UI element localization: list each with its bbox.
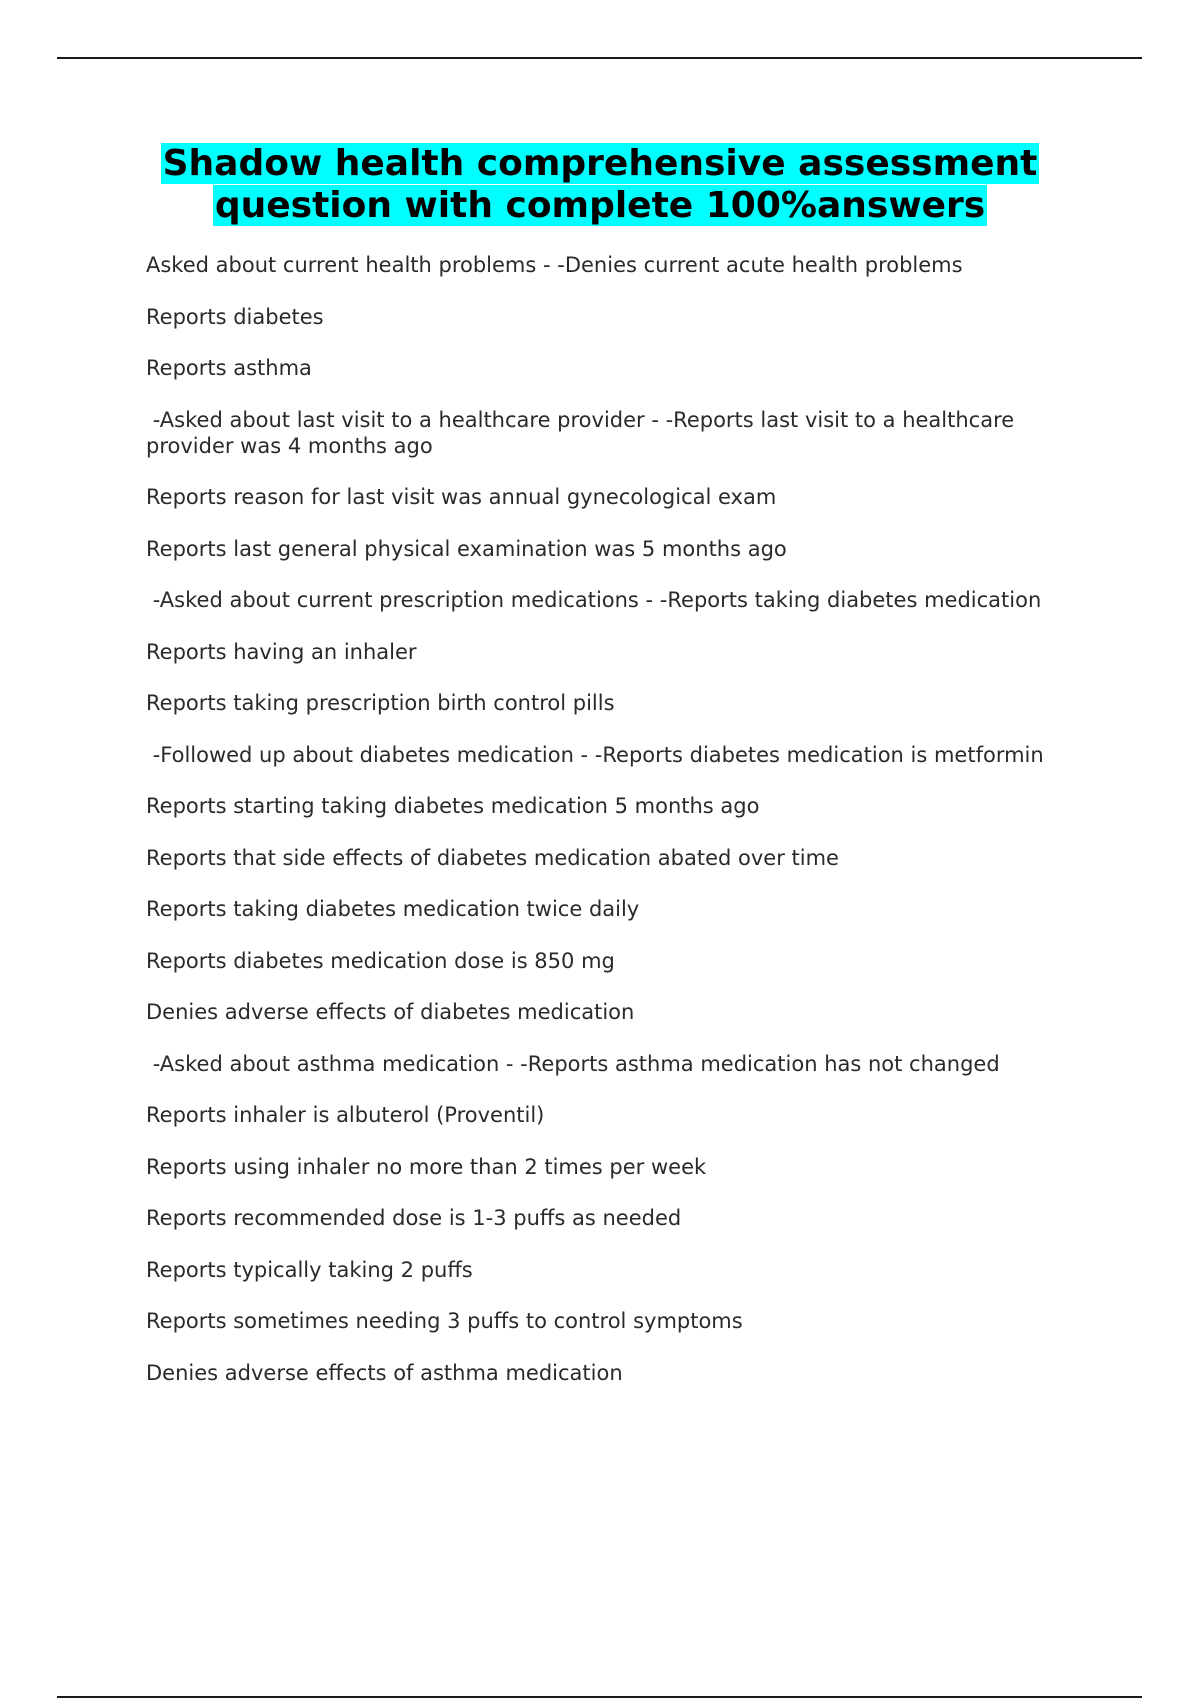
- paragraph: Reports taking diabetes medication twice daily: [146, 897, 640, 921]
- paragraph: Reports starting taking diabetes medication 5 months ago: [146, 794, 760, 818]
- footer-rule: [57, 1696, 1142, 1698]
- header-rule: [57, 57, 1142, 59]
- paragraph: Reports that side effects of diabetes medication abated over time: [146, 845, 839, 870]
- document-body: [146, 252, 1086, 1411]
- paragraph: Reports reason for last visit was annual gynecological exam: [146, 485, 777, 509]
- paragraph: Reports diabetes: [146, 304, 324, 329]
- paragraph: Reports having an inhaler: [146, 639, 417, 664]
- paragraph: Reports last general physical examination was 5 months ago: [146, 536, 787, 561]
- paragraph: -Asked about current prescription medications - -Reports taking diabetes medication: [146, 588, 1042, 612]
- paragraph: Reports using inhaler no more than 2 times per week: [146, 1154, 707, 1179]
- paragraph: -Followed up about diabetes medication - -Reports diabetes medication is metformin: [146, 742, 1044, 767]
- paragraph: Reports taking prescription birth control pills: [146, 691, 615, 715]
- title-line-1: Shadow health comprehensive assessment: [162, 143, 1038, 184]
- paragraph: Denies adverse effects of asthma medication: [146, 1360, 623, 1385]
- paragraph: Reports diabetes medication dose is 850 mg: [146, 948, 615, 973]
- title-text: [161, 143, 1040, 226]
- paragraph: Reports inhaler is albuterol (Proventil): [146, 1103, 545, 1127]
- paragraph: Denies adverse effects of diabetes medication: [146, 1000, 635, 1024]
- paragraph: Reports typically taking 2 puffs: [146, 1257, 473, 1282]
- document-title: [0, 143, 1200, 227]
- paragraph: -Asked about last visit to a healthcare provider - -Reports last visit to a healthcare provider was 4 months ago: [146, 407, 1021, 458]
- paragraph: Asked about current health problems - -Denies current acute health problems: [146, 253, 963, 277]
- paragraph: Reports asthma: [146, 356, 312, 380]
- paragraph: Reports recommended dose is 1-3 puffs as needed: [146, 1206, 682, 1230]
- paragraph: -Asked about asthma medication - -Reports asthma medication has not changed: [146, 1051, 1000, 1076]
- title-line-2: question with complete 100%answers: [214, 185, 986, 226]
- paragraph: Reports sometimes needing 3 puffs to control symptoms: [146, 1309, 743, 1333]
